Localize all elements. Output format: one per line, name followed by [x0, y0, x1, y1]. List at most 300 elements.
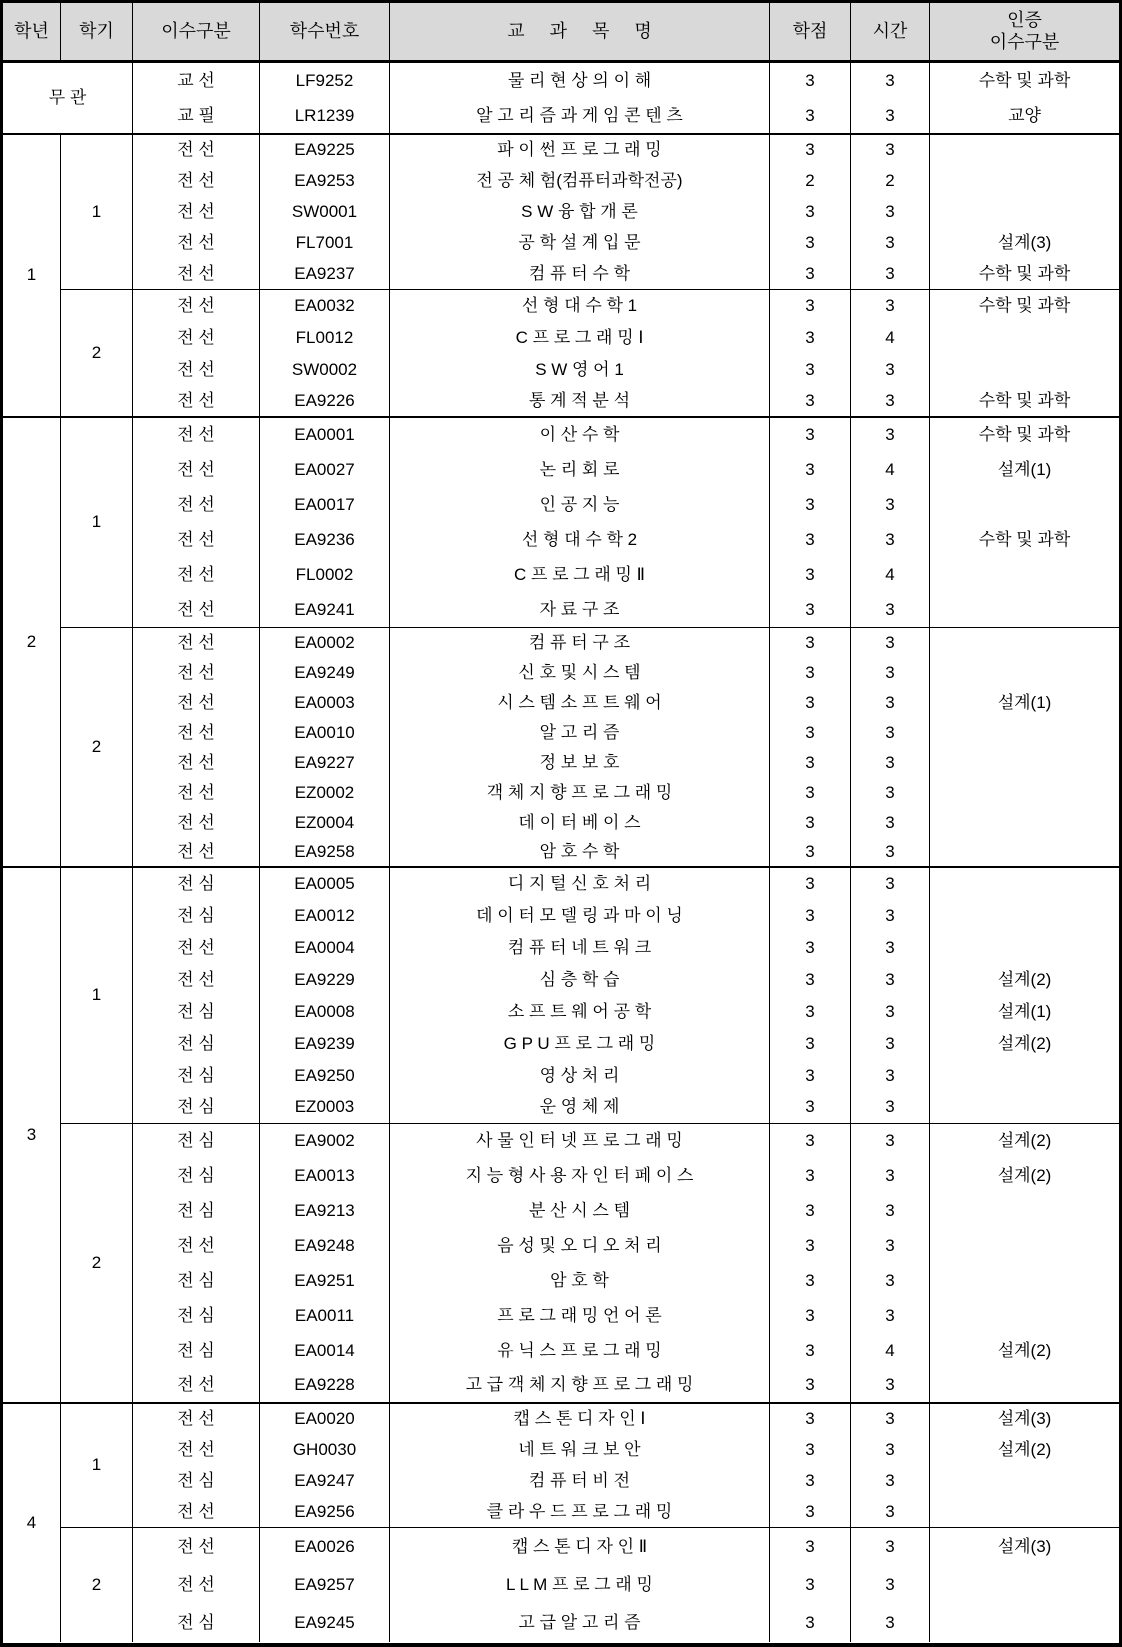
year-cell: 1: [3, 135, 61, 418]
course-name-cell: 컴 퓨 터 구 조: [390, 628, 770, 658]
credits-cell: 3: [770, 1604, 851, 1642]
credits-cell: 3: [770, 1229, 851, 1264]
course-no-cell: EA9248: [260, 1229, 390, 1264]
hours-cell: 3: [851, 688, 930, 718]
credits-cell: 3: [770, 1497, 851, 1528]
credits-cell: 3: [770, 1194, 851, 1229]
course-name-cell: 데 이 터 베 이 스: [390, 808, 770, 838]
header-hours: 시간: [851, 3, 930, 63]
course-category-cell: 전 심: [133, 1159, 260, 1194]
course-no-cell: EA9229: [260, 964, 390, 996]
course-category-cell: 전 선: [133, 488, 260, 523]
course-category-cell: 전 선: [133, 453, 260, 488]
credits-cell: 3: [770, 418, 851, 453]
cert-cell: [930, 1299, 1119, 1334]
cert-cell: [930, 658, 1119, 688]
hours-cell: 3: [851, 1299, 930, 1334]
semester-cell: 1: [61, 868, 133, 1124]
course-category-cell: 전 선: [133, 688, 260, 718]
header-cert-line1: 인증: [1007, 9, 1042, 30]
header-course-no: 학수번호: [260, 3, 390, 63]
credits-cell: 3: [770, 778, 851, 808]
course-name-cell: 객 체 지 향 프 로 그 래 밍: [390, 778, 770, 808]
credits-cell: 3: [770, 1092, 851, 1124]
semester-cell: 1: [61, 135, 133, 290]
course-no-cell: EA0011: [260, 1299, 390, 1334]
course-no-cell: EA0020: [260, 1404, 390, 1435]
course-no-cell: FL7001: [260, 228, 390, 259]
credits-cell: 3: [770, 964, 851, 996]
cert-cell: [930, 1194, 1119, 1229]
credits-cell: 3: [770, 523, 851, 558]
cert-cell: [930, 900, 1119, 932]
course-no-cell: EA9250: [260, 1060, 390, 1092]
course-category-cell: 전 심: [133, 996, 260, 1028]
course-category-cell: 전 심: [133, 1028, 260, 1060]
credits-cell: 3: [770, 1159, 851, 1194]
course-category-cell: 전 심: [133, 900, 260, 932]
cert-cell: 설계(2): [997, 1033, 1052, 1053]
course-name-cell: L L M 프 로 그 래 밍: [390, 1566, 770, 1604]
cert-cell: 설계(3): [997, 1409, 1052, 1429]
hours-cell: 4: [851, 558, 930, 593]
cert-cell: 설계(2): [997, 1166, 1052, 1186]
course-category-cell: 전 심: [133, 1299, 260, 1334]
course-category-cell: 전 선: [133, 386, 260, 418]
credits-cell: 3: [770, 322, 851, 354]
hours-cell: 3: [851, 197, 930, 228]
course-name-cell: 이 산 수 학: [390, 418, 770, 453]
cert-cell: [930, 1060, 1119, 1092]
course-no-cell: EA0017: [260, 488, 390, 523]
course-category-cell: 전 선: [133, 1369, 260, 1404]
course-category-cell: 전 심: [133, 1466, 260, 1497]
semester-cell: 2: [61, 628, 133, 868]
cert-cell: 설계(2): [997, 1131, 1052, 1151]
hours-cell: 3: [851, 1264, 930, 1299]
credits-cell: 3: [770, 197, 851, 228]
course-no-cell: EA9239: [260, 1028, 390, 1060]
course-name-cell: S W 융 합 개 론: [390, 197, 770, 228]
course-name-cell: 네 트 워 크 보 안: [390, 1435, 770, 1466]
semester-cell: 1: [61, 1404, 133, 1528]
course-category-cell: 전 선: [133, 228, 260, 259]
course-no-cell: EZ0002: [260, 778, 390, 808]
cert-cell: [930, 808, 1119, 838]
cert-cell: [930, 1604, 1119, 1642]
course-name-cell: 캡 스 톤 디 자 인 Ⅱ: [390, 1528, 770, 1566]
credits-cell: 3: [770, 99, 851, 135]
credits-cell: 3: [770, 558, 851, 593]
credits-cell: 3: [770, 593, 851, 628]
cert-cell: [930, 558, 1119, 593]
cert-cell: 설계(2): [997, 969, 1052, 989]
course-category-cell: 전 선: [133, 166, 260, 197]
course-name-cell: 암 호 학: [390, 1264, 770, 1299]
course-name-cell: 시 스 템 소 프 트 웨 어: [390, 688, 770, 718]
hours-cell: 3: [851, 488, 930, 523]
course-category-cell: 전 선: [133, 658, 260, 688]
credits-cell: 3: [770, 354, 851, 386]
cert-cell: [930, 135, 1119, 166]
cert-cell: [930, 778, 1119, 808]
course-name-cell: 물 리 현 상 의 이 해: [390, 63, 770, 99]
cert-cell: 설계(2): [997, 1440, 1052, 1460]
year-cell: 2: [3, 418, 61, 868]
course-category-cell: 전 심: [133, 1124, 260, 1159]
course-no-cell: SW0002: [260, 354, 390, 386]
hours-cell: 3: [851, 1124, 930, 1159]
credits-cell: 3: [770, 1466, 851, 1497]
cert-cell: 수학 및 과학: [978, 425, 1071, 445]
header-cert-line2: 이수구분: [989, 31, 1060, 52]
course-category-cell: 전 심: [133, 868, 260, 900]
cert-cell: [930, 322, 1119, 354]
course-no-cell: EA9002: [260, 1124, 390, 1159]
course-no-cell: EA0008: [260, 996, 390, 1028]
cert-cell: 수학 및 과학: [978, 530, 1071, 550]
hours-cell: 3: [851, 593, 930, 628]
course-no-cell: FL0012: [260, 322, 390, 354]
course-category-cell: 전 선: [133, 964, 260, 996]
hours-cell: 3: [851, 1194, 930, 1229]
hours-cell: 3: [851, 996, 930, 1028]
course-category-cell: 교 필: [133, 99, 260, 135]
hours-cell: 3: [851, 1404, 930, 1435]
hours-cell: 3: [851, 964, 930, 996]
cert-cell: [930, 488, 1119, 523]
course-name-cell: 파 이 썬 프 로 그 래 밍: [390, 135, 770, 166]
cert-cell: 설계(2): [997, 1341, 1052, 1361]
cert-cell: [930, 166, 1119, 197]
course-name-cell: 컴 퓨 터 수 학: [390, 259, 770, 290]
course-category-cell: 전 심: [133, 1194, 260, 1229]
course-no-cell: EA9226: [260, 386, 390, 418]
credits-cell: 3: [770, 1369, 851, 1404]
hours-cell: 2: [851, 166, 930, 197]
course-name-cell: 통 계 적 분 석: [390, 386, 770, 418]
hours-cell: 3: [851, 418, 930, 453]
course-name-cell: 프 로 그 래 밍 언 어 론: [390, 1299, 770, 1334]
course-category-cell: 전 선: [133, 778, 260, 808]
credits-cell: 3: [770, 290, 851, 322]
course-name-cell: 소 프 트 웨 어 공 학: [390, 996, 770, 1028]
hours-cell: 3: [851, 1566, 930, 1604]
hours-cell: 3: [851, 1497, 930, 1528]
hours-cell: 3: [851, 259, 930, 290]
hours-cell: 3: [851, 99, 930, 135]
course-no-cell: EA0010: [260, 718, 390, 748]
credits-cell: 3: [770, 1060, 851, 1092]
course-name-cell: 컴 퓨 터 비 전: [390, 1466, 770, 1497]
course-category-cell: 전 선: [133, 932, 260, 964]
semester-cell: 2: [61, 1124, 133, 1404]
course-name-cell: 알 고 리 즘 과 게 임 콘 텐 츠: [390, 99, 770, 135]
hours-cell: 3: [851, 1466, 930, 1497]
course-no-cell: EZ0003: [260, 1092, 390, 1124]
hours-cell: 3: [851, 838, 930, 868]
course-no-cell: EA0027: [260, 453, 390, 488]
cert-cell: 수학 및 과학: [930, 259, 1119, 290]
cert-cell: [930, 197, 1119, 228]
credits-cell: 3: [770, 1528, 851, 1566]
hours-cell: 3: [851, 135, 930, 166]
course-category-cell: 전 선: [133, 354, 260, 386]
course-no-cell: EA9228: [260, 1369, 390, 1404]
cert-cell: [930, 1497, 1119, 1528]
course-name-cell: 선 형 대 수 학 2: [390, 523, 770, 558]
credits-cell: 3: [770, 386, 851, 418]
course-no-cell: EZ0004: [260, 808, 390, 838]
course-category-cell: 전 선: [133, 1435, 260, 1466]
header-credits: 학점: [770, 3, 851, 63]
header-year: 학년: [3, 3, 61, 63]
course-category-cell: 전 선: [133, 718, 260, 748]
course-name-cell: 신 호 및 시 스 템: [390, 658, 770, 688]
credits-cell: 3: [770, 748, 851, 778]
course-no-cell: EA9213: [260, 1194, 390, 1229]
course-no-cell: EA0026: [260, 1528, 390, 1566]
course-name-cell: 디 지 털 신 호 처 리: [390, 868, 770, 900]
course-name-cell: 선 형 대 수 학 1: [390, 290, 770, 322]
semester-cell: 2: [61, 1528, 133, 1642]
cert-cell: 교양: [930, 99, 1119, 135]
hours-cell: 3: [851, 778, 930, 808]
cert-cell: [930, 718, 1119, 748]
course-name-cell: 공 학 설 계 입 문: [390, 228, 770, 259]
hours-cell: 3: [851, 658, 930, 688]
course-category-cell: 전 심: [133, 1334, 260, 1369]
course-category-cell: 전 심: [133, 1060, 260, 1092]
hours-cell: 3: [851, 1435, 930, 1466]
course-category-cell: 전 선: [133, 135, 260, 166]
cert-cell: [930, 868, 1119, 900]
course-no-cell: EA9236: [260, 523, 390, 558]
course-no-cell: EA9245: [260, 1604, 390, 1642]
course-name-cell: 정 보 보 호: [390, 748, 770, 778]
course-category-cell: 전 선: [133, 1528, 260, 1566]
course-no-cell: EA9253: [260, 166, 390, 197]
course-category-cell: 전 심: [133, 1604, 260, 1642]
header-category: 이수구분: [133, 3, 260, 63]
course-no-cell: EA0032: [260, 290, 390, 322]
credits-cell: 3: [770, 259, 851, 290]
course-name-cell: 심 층 학 습: [390, 964, 770, 996]
course-name-cell: C 프 로 그 래 밍 Ⅰ: [390, 322, 770, 354]
course-name-cell: 캡 스 톤 디 자 인 Ⅰ: [390, 1404, 770, 1435]
credits-cell: 3: [770, 228, 851, 259]
course-category-cell: 전 선: [133, 1229, 260, 1264]
hours-cell: 3: [851, 1028, 930, 1060]
course-no-cell: EA9249: [260, 658, 390, 688]
credits-cell: 3: [770, 868, 851, 900]
course-name-cell: 운 영 체 제: [390, 1092, 770, 1124]
cert-cell: [930, 1229, 1119, 1264]
credits-cell: 3: [770, 718, 851, 748]
year-cell: 4: [3, 1404, 61, 1642]
credits-cell: 3: [770, 1334, 851, 1369]
course-category-cell: 전 선: [133, 748, 260, 778]
credits-cell: 3: [770, 932, 851, 964]
credits-cell: 3: [770, 1566, 851, 1604]
course-category-cell: 전 선: [133, 523, 260, 558]
course-name-cell: G P U 프 로 그 래 밍: [390, 1028, 770, 1060]
credits-cell: 3: [770, 63, 851, 99]
course-category-cell: 전 선: [133, 593, 260, 628]
cert-cell: [930, 1466, 1119, 1497]
cert-cell: [930, 593, 1119, 628]
hours-cell: 4: [851, 322, 930, 354]
course-name-cell: 알 고 리 즘: [390, 718, 770, 748]
semester-cell: 2: [61, 290, 133, 418]
hours-cell: 3: [851, 1159, 930, 1194]
course-no-cell: SW0001: [260, 197, 390, 228]
credits-cell: 3: [770, 453, 851, 488]
course-category-cell: 전 심: [133, 1092, 260, 1124]
hours-cell: 3: [851, 228, 930, 259]
hours-cell: 3: [851, 1369, 930, 1404]
credits-cell: 3: [770, 1264, 851, 1299]
course-no-cell: EA0002: [260, 628, 390, 658]
course-category-cell: 전 선: [133, 1566, 260, 1604]
course-no-cell: EA0005: [260, 868, 390, 900]
cert-cell: [930, 932, 1119, 964]
cert-cell: [930, 1566, 1119, 1604]
credits-cell: 3: [770, 1404, 851, 1435]
hours-cell: 3: [851, 808, 930, 838]
cert-cell: [930, 1092, 1119, 1124]
hours-cell: 3: [851, 386, 930, 418]
course-no-cell: EA0001: [260, 418, 390, 453]
course-category-cell: 전 선: [133, 290, 260, 322]
course-category-cell: 전 선: [133, 1497, 260, 1528]
cert-cell: 수학 및 과학: [978, 295, 1071, 315]
year-cell: 3: [3, 868, 61, 1404]
course-category-cell: 교 선: [133, 63, 260, 99]
hours-cell: 3: [851, 748, 930, 778]
course-name-cell: 고 급 객 체 지 향 프 로 그 래 밍: [390, 1369, 770, 1404]
course-category-cell: 전 선: [133, 197, 260, 228]
header-semester: 학기: [61, 3, 133, 63]
credits-cell: 3: [770, 996, 851, 1028]
course-name-cell: 음 성 및 오 디 오 처 리: [390, 1229, 770, 1264]
course-category-cell: 전 선: [133, 628, 260, 658]
credits-cell: 3: [770, 658, 851, 688]
course-no-cell: EA0004: [260, 932, 390, 964]
credits-cell: 3: [770, 628, 851, 658]
course-name-cell: 사 물 인 터 넷 프 로 그 래 밍: [390, 1124, 770, 1159]
course-no-cell: EA9256: [260, 1497, 390, 1528]
hours-cell: 3: [851, 1092, 930, 1124]
course-name-cell: 고 급 알 고 리 즘: [390, 1604, 770, 1642]
course-no-cell: EA9227: [260, 748, 390, 778]
course-name-cell: 컴 퓨 터 네 트 워 크: [390, 932, 770, 964]
course-no-cell: EA0012: [260, 900, 390, 932]
cert-cell: 설계(1): [997, 1001, 1052, 1021]
year-cell: 무 관: [3, 63, 133, 135]
credits-cell: 3: [770, 1124, 851, 1159]
course-no-cell: LR1239: [260, 99, 390, 135]
credits-cell: 3: [770, 488, 851, 523]
course-no-cell: EA9258: [260, 838, 390, 868]
course-name-cell: 논 리 회 로: [390, 453, 770, 488]
course-no-cell: LF9252: [260, 63, 390, 99]
hours-cell: 3: [851, 1229, 930, 1264]
cert-cell: 설계(1): [997, 460, 1052, 480]
cert-cell: 설계(3): [997, 1536, 1052, 1556]
credits-cell: 2: [770, 166, 851, 197]
course-category-cell: 전 선: [133, 322, 260, 354]
hours-cell: 3: [851, 628, 930, 658]
course-name-cell: 데 이 터 모 델 링 과 마 이 닝: [390, 900, 770, 932]
course-name-cell: 영 상 처 리: [390, 1060, 770, 1092]
course-category-cell: 전 선: [133, 1404, 260, 1435]
credits-cell: 3: [770, 838, 851, 868]
hours-cell: 3: [851, 718, 930, 748]
course-no-cell: EA9237: [260, 259, 390, 290]
course-no-cell: EA9247: [260, 1466, 390, 1497]
credits-cell: 3: [770, 688, 851, 718]
hours-cell: 3: [851, 523, 930, 558]
course-name-cell: 유 닉 스 프 로 그 래 밍: [390, 1334, 770, 1369]
hours-cell: 3: [851, 1060, 930, 1092]
cert-cell: 수학 및 과학: [978, 70, 1071, 90]
cert-cell: [930, 354, 1119, 386]
cert-cell: [930, 1264, 1119, 1299]
course-category-cell: 전 선: [133, 838, 260, 868]
course-name-cell: 암 호 수 학: [390, 838, 770, 868]
course-name-cell: 분 산 시 스 템: [390, 1194, 770, 1229]
course-no-cell: EA0003: [260, 688, 390, 718]
course-no-cell: FL0002: [260, 558, 390, 593]
hours-cell: 3: [851, 868, 930, 900]
cert-cell: 설계(3): [997, 233, 1052, 253]
hours-cell: 3: [851, 1604, 930, 1642]
course-name-cell: 전 공 체 험(컴퓨터과학전공): [390, 166, 770, 197]
course-name-cell: 지 능 형 사 용 자 인 터 페 이 스: [390, 1159, 770, 1194]
course-category-cell: 전 심: [133, 1264, 260, 1299]
header-course-name: 교 과 목 명: [390, 3, 770, 63]
hours-cell: 3: [851, 354, 930, 386]
hours-cell: 3: [851, 63, 930, 99]
cert-cell: 설계(1): [997, 692, 1052, 712]
course-category-cell: 전 선: [133, 259, 260, 290]
course-no-cell: EA9257: [260, 1566, 390, 1604]
hours-cell: 3: [851, 900, 930, 932]
course-name-cell: 클 라 우 드 프 로 그 래 밍: [390, 1497, 770, 1528]
hours-cell: 4: [851, 453, 930, 488]
credits-cell: 3: [770, 1028, 851, 1060]
course-no-cell: EA0013: [260, 1159, 390, 1194]
semester-cell: 1: [61, 418, 133, 628]
course-no-cell: EA9251: [260, 1264, 390, 1299]
course-no-cell: GH0030: [260, 1435, 390, 1466]
course-category-cell: 전 선: [133, 808, 260, 838]
course-no-cell: EA9241: [260, 593, 390, 628]
course-category-cell: 전 선: [133, 418, 260, 453]
credits-cell: 3: [770, 135, 851, 166]
credits-cell: 3: [770, 900, 851, 932]
hours-cell: 3: [851, 1528, 930, 1566]
header-cert: [930, 3, 1119, 63]
course-name-cell: S W 영 어 1: [390, 354, 770, 386]
hours-cell: 3: [851, 290, 930, 322]
cert-cell: [930, 628, 1119, 658]
course-category-cell: 전 선: [133, 558, 260, 593]
course-no-cell: EA0014: [260, 1334, 390, 1369]
cert-cell: [930, 838, 1119, 868]
course-name-cell: 자 료 구 조: [390, 593, 770, 628]
